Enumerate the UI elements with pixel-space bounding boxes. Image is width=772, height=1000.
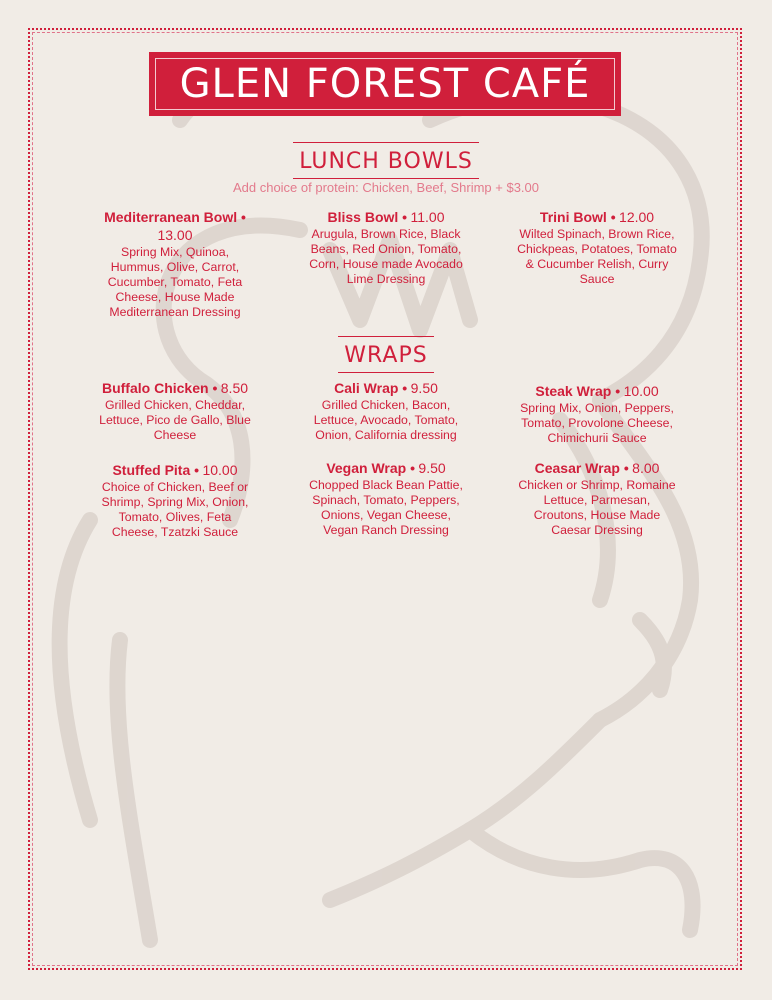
item-description: Spring Mix, Onion, Peppers, Tomato, Provolone Cheese, Chimichurii Sauce — [520, 401, 674, 445]
item-name: Mediterranean Bowl • — [104, 209, 246, 225]
item-price: 8.00 — [632, 460, 660, 476]
item-price: 10.00 — [202, 462, 238, 478]
item-name: Ceasar Wrap • — [534, 460, 629, 476]
item-name: Buffalo Chicken • — [101, 380, 218, 396]
item-description: Choice of Chicken, Beef or Shrimp, Spring Mix, Onion, Tomato, Olives, Feta Cheese, Tzatzki Sauce — [101, 480, 249, 539]
menu-item-trini-bowl — [517, 209, 677, 287]
wraps-title: WRAPS — [338, 336, 433, 373]
item-description: Wilted Spinach, Brown Rice, Chickpeas, Potatoes, Tomato & Cucumber Relish, Curry Sauce — [517, 227, 677, 286]
section-heading-lunch-bowls — [0, 142, 772, 179]
item-description: Chicken or Shrimp, Romaine Lettuce, Parmesan, Croutons, House Made Caesar Dressing — [518, 478, 676, 537]
menu-item-ceasar-wrap — [517, 460, 677, 538]
item-description: Grilled Chicken, Cheddar, Lettuce, Pico de Gallo, Blue Cheese — [99, 398, 251, 442]
item-name: Stuffed Pita • — [112, 462, 200, 478]
item-price: 13.00 — [157, 227, 193, 243]
page-title: GLEN FOREST CAFÉ — [179, 61, 591, 107]
item-description: Chopped Black Bean Pattie, Spinach, Tomato, Peppers, Onions, Vegan Cheese, Vegan Ranch Dressing — [309, 478, 463, 537]
item-price: 12.00 — [619, 209, 655, 225]
protein-note: Add choice of protein: Chicken, Beef, Shrimp + $3.00 — [232, 180, 540, 195]
item-name: Steak Wrap • — [535, 383, 621, 399]
item-description: Grilled Chicken, Bacon, Lettuce, Avocado, Tomato, Onion, California dressing — [313, 398, 459, 442]
item-name: Vegan Wrap • — [326, 460, 415, 476]
section-heading-wraps — [0, 336, 772, 373]
item-price: 8.50 — [220, 380, 249, 396]
item-description: Arugula, Brown Rice, Black Beans, Red Onion, Tomato, Corn, House made Avocado Lime Dressing — [309, 227, 463, 286]
item-name: Cali Wrap • — [334, 380, 408, 396]
item-price: 9.50 — [418, 460, 446, 476]
item-price: 11.00 — [410, 209, 445, 225]
item-price: 10.00 — [623, 383, 659, 399]
menu-item-vegan-wrap — [306, 460, 466, 538]
item-name: Trini Bowl • — [539, 209, 616, 225]
menu-item-steak-wrap — [517, 383, 677, 446]
menu-item-cali-wrap — [306, 380, 466, 443]
title-banner — [149, 52, 621, 116]
item-name: Bliss Bowl • — [327, 209, 408, 225]
menu-item-stuffed-pita — [95, 462, 255, 540]
menu-item-buffalo-chicken — [95, 380, 255, 443]
menu-item-mediterranean-bowl — [95, 209, 255, 320]
item-description: Spring Mix, Quinoa, Hummus, Olive, Carrot, Cucumber, Tomato, Feta Cheese, House Made Mediterranean Dressing — [107, 245, 243, 319]
item-price: 9.50 — [410, 380, 438, 396]
menu-item-bliss-bowl — [306, 209, 466, 287]
lunch-bowls-title: LUNCH BOWLS — [293, 142, 479, 179]
